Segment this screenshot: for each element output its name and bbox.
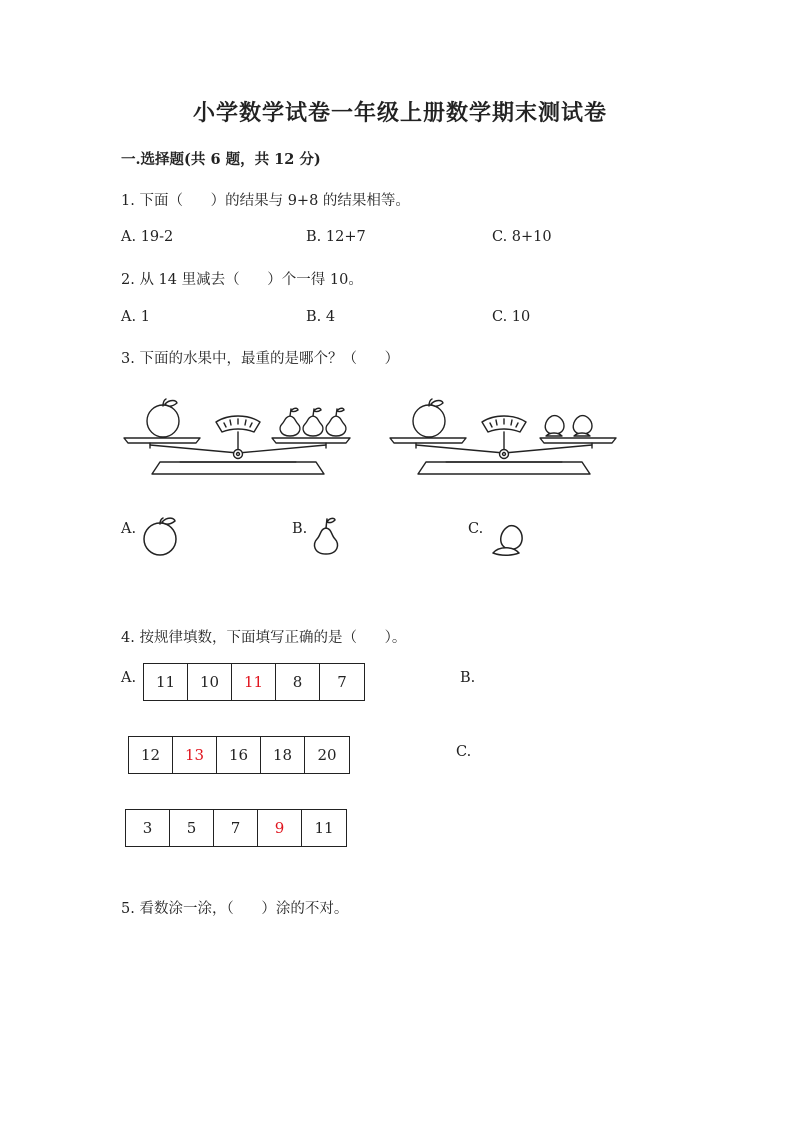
q2-option-b[interactable]: B. 4 <box>306 309 336 325</box>
sequence-cell: 5 <box>170 810 214 846</box>
q3-option-a[interactable]: A. <box>121 521 137 537</box>
sequence-cell: 11 <box>232 664 276 700</box>
apple-icon <box>138 515 182 557</box>
q4-option-b[interactable]: B. <box>460 670 476 686</box>
sequence-cell: 11 <box>314 819 334 837</box>
sequence-cell: 3 <box>126 810 170 846</box>
q4-option-c[interactable]: C. <box>456 744 472 760</box>
balance-scale-icon <box>386 398 618 480</box>
q1-option-c[interactable]: C. 8+10 <box>492 229 552 245</box>
sequence-a <box>143 663 365 701</box>
q1-option-b[interactable]: B. 12+7 <box>306 229 366 245</box>
sequence-cell: 7 <box>214 810 258 846</box>
q1-option-a[interactable]: A. 19-2 <box>121 229 174 245</box>
sequence-cell: 7 <box>337 673 347 691</box>
question-1-stem: 1. 下面（ ）的结果与 9+8 的结果相等。 <box>121 193 410 209</box>
pear-icon <box>308 515 344 557</box>
q2-option-a[interactable]: A. 1 <box>121 309 150 325</box>
question-4-stem: 4. 按规律填数，下面填写正确的是（ ）。 <box>121 630 407 646</box>
sequence-cell: 13 <box>173 737 217 773</box>
sequence-b <box>128 736 350 774</box>
question-3-stem: 3. 下面的水果中，最重的是哪个？（ ） <box>121 351 400 367</box>
sequence-cell: 11 <box>144 664 188 700</box>
q4-option-a[interactable]: A. <box>121 670 137 686</box>
section-heading: 一.选择题(共 6 题，共 12 分) <box>121 151 321 168</box>
sequence-cell: 10 <box>188 664 232 700</box>
balance-scale-icon <box>120 398 350 480</box>
sequence-cell: 12 <box>129 737 173 773</box>
q3-option-b[interactable]: B. <box>292 521 308 537</box>
question-5-stem: 5. 看数涂一涂，（ ）涂的不对。 <box>121 901 349 917</box>
sequence-cell: 16 <box>217 737 261 773</box>
q3-option-c[interactable]: C. <box>468 521 484 537</box>
sequence-c <box>125 809 347 847</box>
q2-option-c[interactable]: C. 10 <box>492 309 531 325</box>
question-2-stem: 2. 从 14 里减去（ ）个一得 10。 <box>121 272 363 288</box>
page-title: 小学数学试卷一年级上册数学期末测试卷 <box>192 100 607 126</box>
sequence-cell: 9 <box>258 810 302 846</box>
sequence-cell: 20 <box>317 746 337 764</box>
sequence-cell: 8 <box>276 664 320 700</box>
peach-icon <box>487 522 531 558</box>
sequence-cell: 18 <box>261 737 305 773</box>
